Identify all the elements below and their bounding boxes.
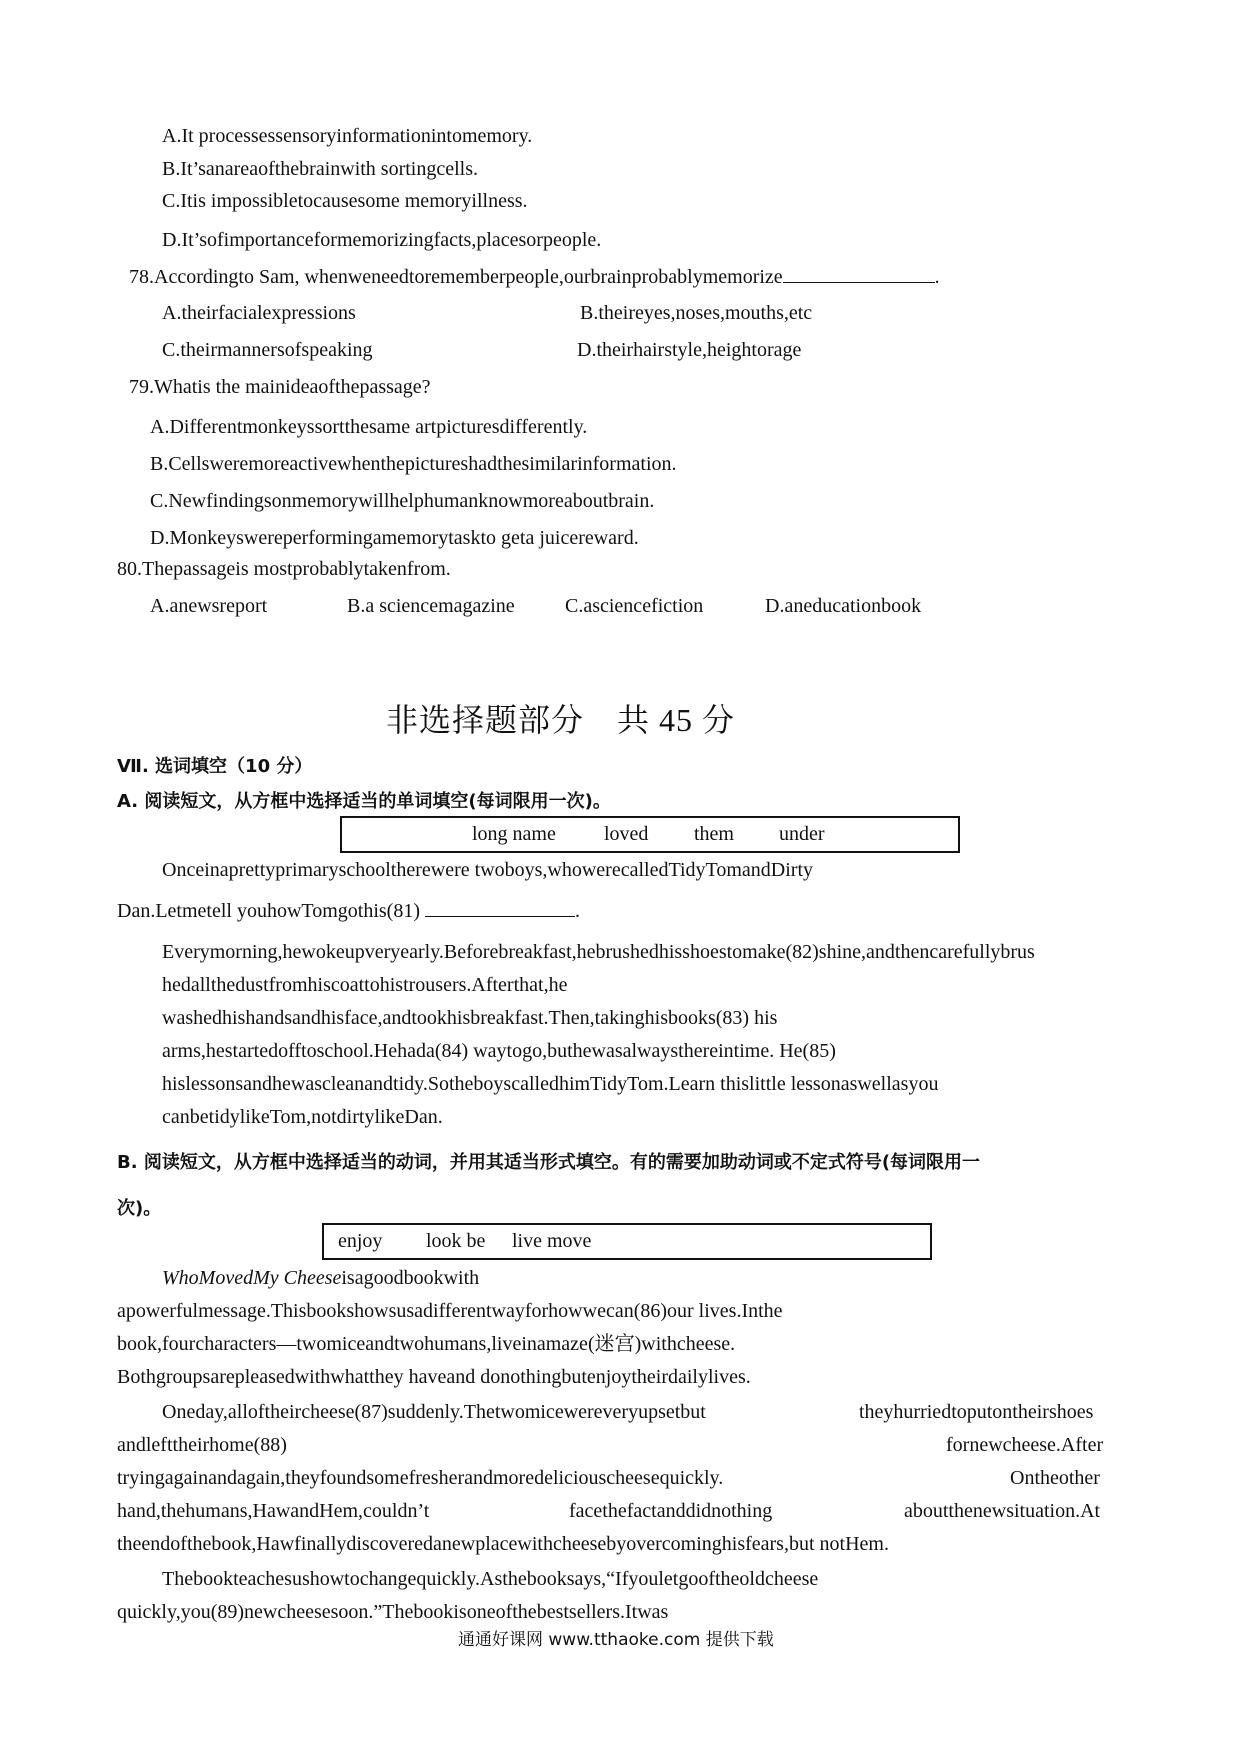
q77-option-a: A.It processessensoryinformationintomemory. xyxy=(162,125,533,147)
passage-b-p2-line-1b: theyhurriedtoputontheirshoes xyxy=(859,1401,1094,1423)
q78-option-c: C.theirmannersofspeaking xyxy=(162,339,373,361)
word-box-b-word-3: live move xyxy=(512,1230,592,1252)
passage-b-p2-line-4c: aboutthenewsituation.At xyxy=(904,1500,1101,1522)
passage-b-line-1-rest: isagoodbookwith xyxy=(341,1267,480,1289)
passage-a-line-1: Onceinaprettyprimaryschooltherewere twoboys,whowerecalledTidyTomandDirty xyxy=(162,859,814,881)
passage-a-line-2: Dan.Letmetell youhowTomgothis(81) . xyxy=(117,900,580,922)
book-title: WhoMovedMy Cheese xyxy=(162,1267,342,1289)
q80-option-a: A.anewsreport xyxy=(150,595,268,617)
word-box-a-word-2: loved xyxy=(604,823,649,845)
q78-option-b: B.theireyes,noses,mouths,etc xyxy=(580,302,813,324)
q80-option-c: C.asciencefiction xyxy=(565,595,704,617)
q80-stem: 80.Thepassageis mostprobablytakenfrom. xyxy=(117,558,451,580)
passage-b-p2-line-4a: hand,thehumans,HawandHem,couldn’t xyxy=(117,1500,430,1522)
passage-a-line-3: Everymorning,hewokeupveryearly.Beforebreakfast,hebrushedhisshoestomake(82)shine,andthencarefullybrus xyxy=(162,941,1035,963)
q77-option-b: B.It’sanareaofthebrainwith sortingcells. xyxy=(162,158,479,180)
q79-stem: 79.Whatis the mainideaofthepassage? xyxy=(129,376,431,398)
q78-option-a: A.theirfacialexpressions xyxy=(162,302,356,324)
passage-b-p3-line-1: Thebookteachesushowtochangequickly.Asthebooksays,“Ifyouletgooftheoldcheese xyxy=(162,1568,819,1590)
word-box-b xyxy=(322,1223,932,1260)
word-box-b-word-2: look be xyxy=(426,1230,486,1252)
passage-b-line-3: book,fourcharacters—twomiceandtwohumans,liveinamaze(迷宫)withcheese. xyxy=(117,1333,736,1355)
part-b-instruction-2: 次)。 xyxy=(117,1198,162,1219)
q80-option-d: D.aneducationbook xyxy=(765,595,922,617)
passage-b-p2-line-4b: facethefactanddidnothing xyxy=(569,1500,773,1522)
word-box-a-word-1: long name xyxy=(472,823,556,845)
q78-stem-text: 78.Accordingto Sam, whenweneedtorememberpeople,ourbrainprobablymemorize xyxy=(129,266,783,288)
q78-answer-blank[interactable] xyxy=(783,264,935,283)
part-b-instruction-1: B. 阅读短文，从方框中选择适当的动词，并用其适当形式填空。有的需要加助动词或不定式符号(每词限用一 xyxy=(117,1152,981,1173)
q79-option-d: D.Monkeyswereperformingamemorytaskto geta juicereward. xyxy=(150,527,639,549)
part-a-instruction: A. 阅读短文，从方框中选择适当的单词填空(每词限用一次)。 xyxy=(117,791,611,812)
passage-a-line-2-text: Dan.Letmetell youhowTomgothis(81) xyxy=(117,900,420,922)
q78-stem xyxy=(129,264,940,289)
passage-b-line-2: apowerfulmessage.Thisbookshowsusadifferentwayforhowwecan(86)our lives.Inthe xyxy=(117,1300,783,1322)
word-box-a-word-3: them xyxy=(694,823,734,845)
word-box-b-word-1: enjoy xyxy=(338,1230,383,1252)
q78-stem-end: . xyxy=(934,266,940,288)
passage-b-p2-line-1a: Oneday,alloftheircheese(87)suddenly.Thetwomicewereveryupsetbut xyxy=(162,1401,706,1423)
passage-b-line-4: Bothgroupsarepleasedwithwhatthey haveand donothingbutenjoytheirdailylives. xyxy=(117,1366,751,1388)
q77-option-d: D.It’sofimportanceformemorizingfacts,placesorpeople. xyxy=(162,229,602,251)
q79-option-a: A.Differentmonkeyssortthesame artpicturesdifferently. xyxy=(150,416,588,438)
passage-b-p2-line-3b: Ontheother xyxy=(1010,1467,1100,1489)
part7-heading: Ⅶ. 选词填空（10 分） xyxy=(117,756,313,777)
q79-option-c: C.Newfindingsonmemorywillhelphumanknowmoreaboutbrain. xyxy=(150,490,655,512)
word-box-a-word-4: under xyxy=(779,823,825,845)
passage-b-p2-line-2a: andlefttheirhome(88) xyxy=(117,1434,287,1456)
q77-option-c: C.Itis impossibletocausesome memoryillness. xyxy=(162,190,528,212)
passage-a-line-4: hedallthedustfromhiscoattohistrousers.Afterthat,he xyxy=(162,974,568,996)
passage-a-line-6: arms,hestartedofftoschool.Hehada(84) waytogo,buthewasalwaysthereintime. He(85) xyxy=(162,1040,836,1062)
word-box-a xyxy=(340,816,960,853)
passage-a-line-7: hislessonsandhewascleanandtidy.SotheboyscalledhimTidyTom.Learn thislittle lessonaswellasyou xyxy=(162,1073,939,1095)
q79-option-b: B.Cellsweremoreactivewhenthepictureshadthesimilarinformation. xyxy=(150,453,677,475)
passage-b-p3-line-2: quickly,you(89)newcheesesoon.”Thebookisoneofthebestsellers.Itwas xyxy=(117,1601,669,1623)
passage-a-line-8: canbetidylikeTom,notdirtylikeDan. xyxy=(162,1106,443,1128)
page-footer: 通通好课网 www.tthaoke.com 提供下载 xyxy=(458,1630,774,1650)
q80-option-b: B.a sciencemagazine xyxy=(347,595,515,617)
passage-b-line-1 xyxy=(162,1266,479,1290)
blank-81[interactable] xyxy=(425,898,575,917)
passage-b-p2-line-2b: fornewcheese.After xyxy=(946,1434,1104,1456)
section-title: 非选择题部分 共 45 分 xyxy=(386,702,736,738)
passage-b-p2-line-3a: tryingagainandagain,theyfoundsomefresherandmoredeliciouscheesequickly. xyxy=(117,1467,724,1489)
passage-b-p2-line-5: theendofthebook,Hawfinallydiscoveredanewplacewithcheesebyovercominghisfears,but notHem. xyxy=(117,1533,889,1555)
passage-a-line-5: washedhishandsandhisface,andtookhisbreakfast.Then,takinghisbooks(83) his xyxy=(162,1007,778,1029)
q78-option-d: D.theirhairstyle,heightorage xyxy=(577,339,802,361)
